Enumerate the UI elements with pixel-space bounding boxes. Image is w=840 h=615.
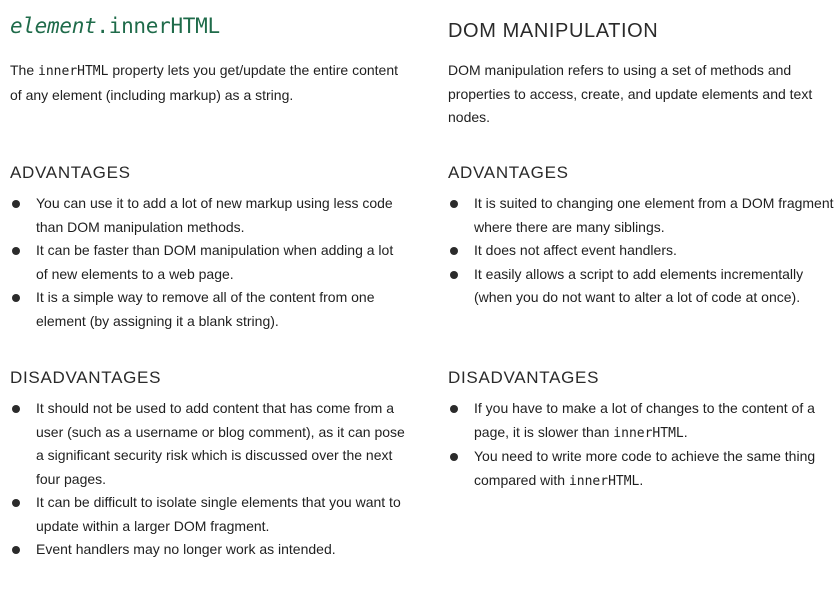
list-item-text: It is suited to changing one element from a DOM fragment where there are many siblings. xyxy=(474,195,834,235)
dom-manipulation-title: DOM MANIPULATION xyxy=(448,20,659,42)
list-item-text: It should not be used to add content that has come from a user (such as a username or blog comment), as it can pose a significant security risk which is discussed over the next four pages. xyxy=(36,400,405,487)
innerhtml-title xyxy=(10,14,220,38)
dom-advantages-heading: ADVANTAGES xyxy=(448,163,569,182)
inline-code: innerHTML xyxy=(568,473,640,489)
list-item-text: It can be faster than DOM manipulation when adding a lot of new elements to a web page. xyxy=(36,242,394,282)
list-item xyxy=(448,263,840,310)
innerhtml-intro xyxy=(10,59,405,107)
list-item xyxy=(10,397,405,491)
dom-manipulation-intro: DOM manipulation refers to using a set of methods and properties to access, create, and update elements and text nodes. xyxy=(448,62,813,125)
list-item-text: It can be difficult to isolate single elements that you want to update within a larger DOM fragment. xyxy=(36,494,401,534)
list-item xyxy=(448,192,840,239)
bullet-icon xyxy=(12,247,20,255)
list-item xyxy=(448,445,840,493)
list-item xyxy=(10,192,405,239)
intro-code: innerHTML xyxy=(38,64,109,79)
list-item-text: It easily allows a script to add elements incrementally (when you do not want to alter a lot of code at once). xyxy=(474,265,804,305)
list-item xyxy=(10,239,405,286)
innerhtml-advantages-list xyxy=(10,192,405,333)
title-italic-part: element xyxy=(10,14,97,38)
dom-advantages-list xyxy=(448,192,840,310)
bullet-icon xyxy=(450,247,458,255)
bullet-icon xyxy=(12,200,20,208)
bullet-icon xyxy=(450,200,458,208)
innerhtml-disadvantages-heading: DISADVANTAGES xyxy=(10,368,162,387)
intro-text-after: property lets you get/update the entire content of any element (including markup) as a string. xyxy=(10,62,398,103)
bullet-icon xyxy=(450,405,458,413)
list-item-text: You need to write more code to achieve the same thing compared with xyxy=(474,448,816,488)
list-item xyxy=(10,491,405,538)
list-item xyxy=(10,286,405,333)
bullet-icon xyxy=(12,546,20,554)
innerhtml-disadvantages-list xyxy=(10,397,405,562)
list-item-text: If you have to make a lot of changes to the content of a page, it is slower than xyxy=(474,400,815,440)
list-item-text: It is a simple way to remove all of the content from one element (by assigning it a blank string). xyxy=(36,289,375,329)
list-item-text: You can use it to add a lot of new markup using less code than DOM manipulation methods. xyxy=(36,195,393,235)
title-code-part: .innerHTML xyxy=(96,14,220,38)
bullet-icon xyxy=(450,453,458,461)
innerhtml-advantages-heading: ADVANTAGES xyxy=(10,163,131,182)
bullet-icon xyxy=(12,499,20,507)
dom-disadvantages-list xyxy=(448,397,840,493)
list-item-text: Event handlers may no longer work as intended. xyxy=(36,541,336,557)
list-item xyxy=(448,239,840,263)
list-item-text: It does not affect event handlers. xyxy=(474,242,677,258)
bullet-icon xyxy=(12,294,20,302)
bullet-icon xyxy=(12,405,20,413)
list-item xyxy=(448,397,840,445)
dom-disadvantages-heading: DISADVANTAGES xyxy=(448,368,600,387)
inline-code: innerHTML xyxy=(613,425,684,441)
bullet-icon xyxy=(450,271,458,279)
list-item-text-end: . xyxy=(683,423,688,440)
list-item-text-end: . xyxy=(639,471,644,488)
intro-text-before: The xyxy=(10,62,39,78)
list-item xyxy=(10,538,405,562)
